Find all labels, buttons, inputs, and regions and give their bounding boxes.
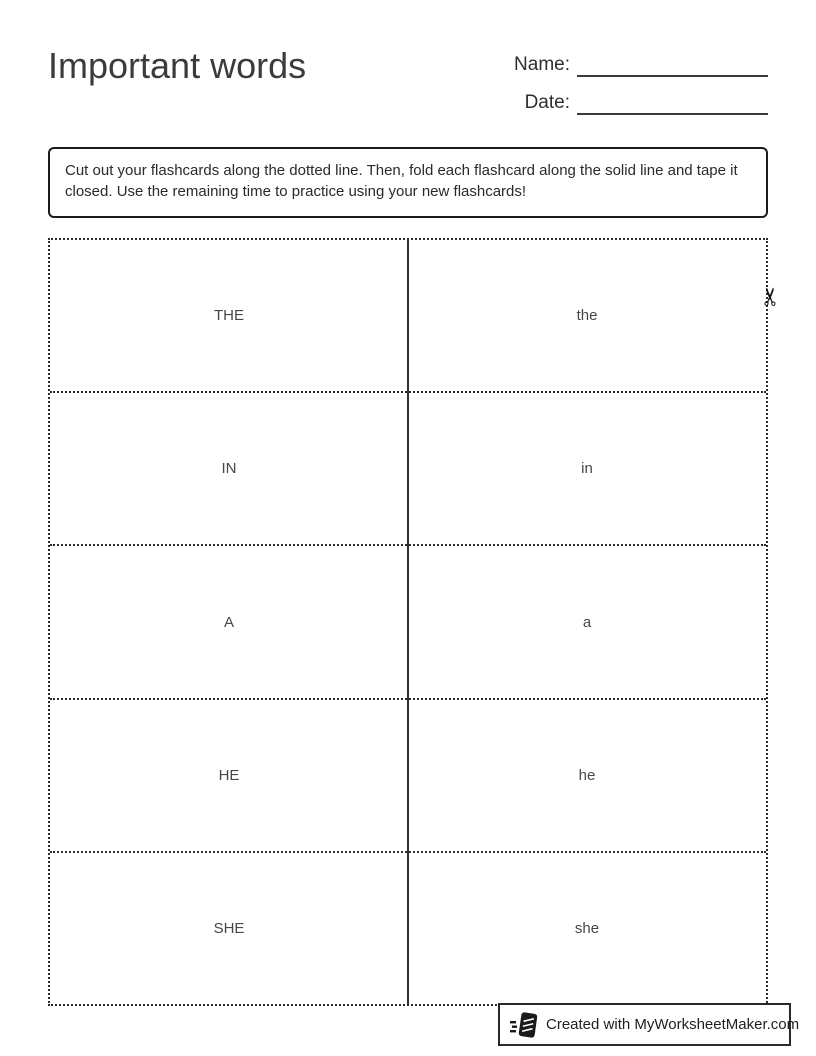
flashcard-back: he <box>578 766 596 784</box>
name-row <box>514 48 768 77</box>
credit-text: Created with MyWorksheetMaker.com <box>546 1016 800 1033</box>
instructions-box: Cut out your flashcards along the dotted line. Then, fold each flashcard along the solid line and tape it closed. Use the remaining time to practice using your new flashcards! <box>48 147 768 218</box>
flashcard-front: HE <box>218 766 240 784</box>
flashcard-back: a <box>582 613 592 631</box>
date-label: Date: <box>524 92 570 114</box>
flashcard-back: the <box>576 307 598 325</box>
date-row <box>514 86 768 115</box>
flashcard-back: in <box>581 460 593 478</box>
myworksheetmaker-logo-icon <box>510 1010 538 1040</box>
page-title: Important words <box>48 45 307 86</box>
flashcard-front: A <box>223 613 234 631</box>
flashcard-front: THE <box>214 307 244 325</box>
fold-line <box>407 240 409 1004</box>
date-blank-line <box>577 91 768 115</box>
flashcard-front: SHE <box>213 919 245 937</box>
credit-badge <box>498 1003 800 1046</box>
name-label: Name: <box>514 54 570 76</box>
flashcard-grid <box>48 238 786 1006</box>
flashcard-back: she <box>574 919 600 937</box>
scissors-icon: ✂ <box>756 286 786 307</box>
name-blank-line <box>577 53 768 77</box>
name-date-block <box>514 48 768 124</box>
flashcard-front: IN <box>221 460 237 478</box>
